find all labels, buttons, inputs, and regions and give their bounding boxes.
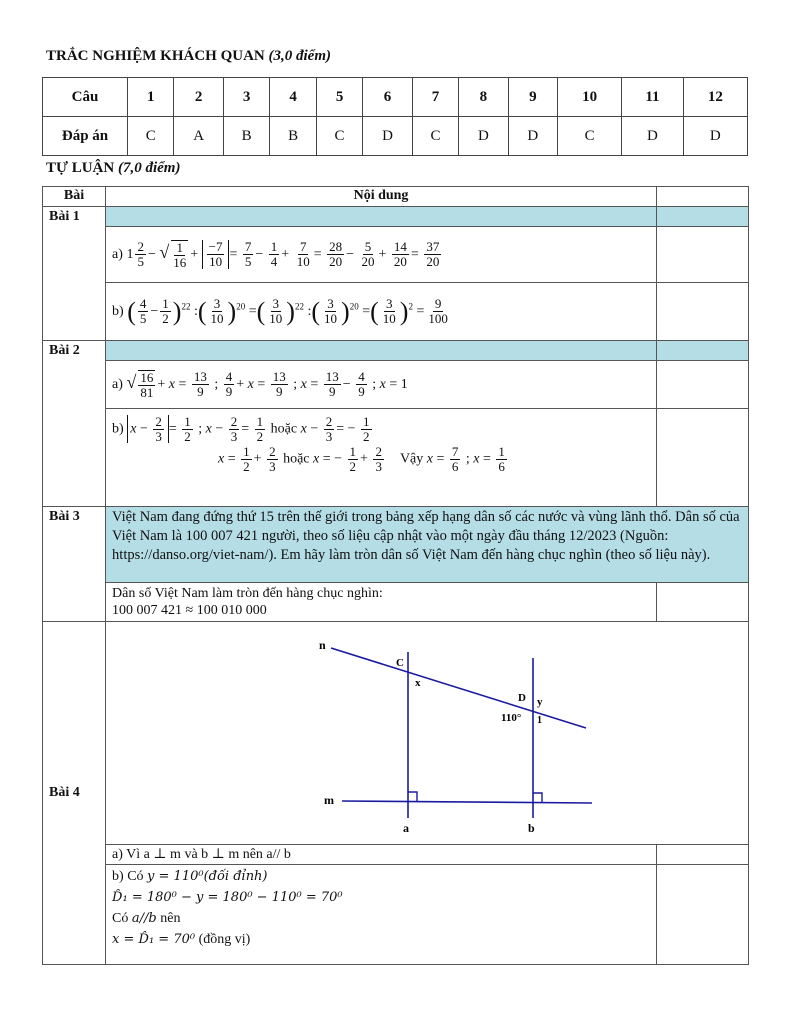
- q-5: 5: [316, 78, 362, 117]
- a-1: C: [128, 117, 174, 156]
- q-6: 6: [363, 78, 412, 117]
- essay-table: [42, 186, 749, 965]
- bai1-b-row: [43, 283, 749, 341]
- bai2-a-content: a) √ $\frac{16}{81}$ + x = $\frac{13}{9}$ ; $\frac{4}{9}$ + x = $\frac{13}{9}$ ; x = $\frac{13}{9}$ − $\frac{4}{9}$ ; x = 1: [106, 361, 657, 409]
- bai1-a-row: [43, 227, 749, 283]
- label-x: x: [415, 677, 421, 689]
- bai4-b-line2: D̂₁ = 180⁰ − y = 180⁰ − 110⁰ = 70⁰: [112, 890, 343, 905]
- line-m: [342, 801, 592, 803]
- bai2-b-label: b): [112, 421, 124, 437]
- a-4: B: [270, 117, 316, 156]
- label-C: C: [396, 657, 404, 669]
- q-3: 3: [223, 78, 269, 117]
- bai4-b-line3-pre: Có: [112, 911, 132, 926]
- bai1-b-content: b) ( $\frac{4}{5}$ − $\frac{1}{2}$ )$^{22}$ :( $\frac{3}{10}$ )$^{20}$ =( $\frac{3}{10}$ )$^{22}$ :( $\frac{3}{10}$ )$^{20}$ =( $\frac{3}{10}$ )$^2$ = $\frac{9}{100}$: [106, 283, 657, 341]
- bai4-label: Bài 4: [43, 622, 106, 965]
- label-angle: 110°: [501, 712, 522, 724]
- label-a: a: [403, 821, 410, 835]
- essay-header-row: [43, 187, 749, 207]
- bai2-b-content: b) x − $\frac{2}{3}$ = $\frac{1}{2}$ ; x − $\frac{2}{3}$ = $\frac{1}{2}$ hoặc x − $\frac{2}{3}$ = − $\frac{1}{2}$ x = $\frac{1}{2}$ + $\frac{2}{3}$ hoặc x = − $\frac{1}{2}$ + $\frac{2}{3}$ Vậy x = $\frac{7}{6}$ ; x = $\frac{1}{6}$: [106, 409, 657, 507]
- answer-table-answer-row: [43, 117, 748, 156]
- q-2: 2: [174, 78, 223, 117]
- bai1-label: Bài 1: [43, 207, 106, 341]
- geometry-figure: [106, 622, 746, 844]
- a-5: C: [316, 117, 362, 156]
- bai2-hoac-2: hoặc: [283, 451, 310, 467]
- bai3-question: Việt Nam đang đứng thứ 15 trên thế giới trong bảng xếp hạng dân số các nước và vùng lãnh thổ. Dân số của Việt Nam là 100 007 421 người, theo số liệu cập nhật vào một ngày đầu tháng 12/2023 (Nguồn: https://danso.org/viet-nam/). Em hãy làm tròn dân số Việt Nam đến hàng chục nghìn (theo số liệu này).: [106, 507, 749, 583]
- bai3-question-row: [43, 507, 749, 583]
- mc-heading: [46, 48, 331, 65]
- q-7: 7: [412, 78, 458, 117]
- bai4-a-content: a) Vì a ⊥ m và b ⊥ m nên a// b: [106, 845, 657, 865]
- a-8: D: [459, 117, 508, 156]
- a-10: C: [558, 117, 622, 156]
- answer-table-header-row: [43, 78, 748, 117]
- bai2-hoac-1: hoặc: [270, 421, 298, 437]
- bai1-a-content: a) 1 $\frac{2}{5}$ − √ $\frac{1}{16}$ + $\frac{-7}{10}$ = $\frac{7}{5}$ − $\frac{1}{4}$ + $\frac{7}{10}$ = $\frac{28}{20}$ − $\frac{5}{20}$ + $\frac{14}{20}$ = $\frac{37}{20}$: [106, 227, 657, 283]
- q-1: 1: [128, 78, 174, 117]
- bai3-label: Bài 3: [43, 507, 106, 622]
- bai4-b-line4-math: x = D̂₁ = 70⁰: [112, 932, 196, 947]
- bai4-b-line3-math: a//b: [131, 911, 157, 926]
- bai1-title-row: [43, 207, 749, 227]
- a-6: D: [363, 117, 412, 156]
- bai2-a-row: [43, 361, 749, 409]
- answer-header: Đáp án: [43, 117, 128, 156]
- line-n: [331, 648, 586, 728]
- label-y: y: [537, 696, 543, 708]
- label-b: b: [528, 821, 535, 835]
- label-one: 1: [537, 715, 543, 726]
- bai2-b-row: [43, 409, 749, 507]
- bai3-answer-line1: Dân số Việt Nam làm tròn đến hàng chục nghìn:: [112, 586, 383, 601]
- bai2-a-label: a): [112, 376, 123, 392]
- bai1-a-label: a): [112, 246, 123, 262]
- label-D: D: [518, 692, 526, 704]
- mc-title: TRẮC NGHIỆM KHÁCH QUAN: [46, 48, 265, 64]
- mc-score: (3,0 điểm): [268, 48, 331, 64]
- q-12: 12: [683, 78, 747, 117]
- essay-score: (7,0 điểm): [117, 160, 181, 176]
- bai3-answer-line2: 100 007 421 ≈ 100 010 000: [112, 603, 267, 618]
- a-9: D: [508, 117, 557, 156]
- q-8: 8: [459, 78, 508, 117]
- a-2: A: [174, 117, 223, 156]
- a-12: D: [683, 117, 747, 156]
- bai4-b-line1-math: y = 110⁰(đối đỉnh): [147, 869, 268, 884]
- right-angle-a: [408, 792, 417, 802]
- col-content: Nội dung: [106, 187, 657, 207]
- essay-heading: [46, 160, 180, 177]
- bai2-vay: Vậy: [399, 451, 424, 467]
- label-m: m: [324, 793, 335, 807]
- q-9: 9: [508, 78, 557, 117]
- bai2-label: Bài 2: [43, 341, 106, 507]
- essay-title: TỰ LUẬN: [46, 160, 115, 176]
- bai2-title-row: [43, 341, 749, 361]
- question-header: Câu: [43, 78, 128, 117]
- answer-table: [42, 77, 748, 156]
- bai1-b-label: b): [112, 303, 124, 319]
- q-10: 10: [558, 78, 622, 117]
- a-7: C: [412, 117, 458, 156]
- bai4-figure-cell: [106, 622, 749, 845]
- bai4-b-row: [43, 865, 749, 965]
- bai3-answer: [106, 583, 657, 622]
- bai4-b-line4-post: (đồng vị): [195, 932, 251, 947]
- col-bai: Bài: [43, 187, 106, 207]
- q-11: 11: [622, 78, 683, 117]
- a-11: D: [622, 117, 683, 156]
- bai4-b-content: [106, 865, 657, 965]
- bai3-answer-row: [43, 583, 749, 622]
- bai4-b-line1-pre: b) Có: [112, 869, 148, 884]
- right-angle-b: [533, 793, 542, 803]
- bai4-a-row: [43, 845, 749, 865]
- label-n: n: [319, 638, 326, 652]
- a-3: B: [223, 117, 269, 156]
- q-4: 4: [270, 78, 316, 117]
- bai4-b-line3-post: nên: [156, 911, 181, 926]
- bai4-figure-row: [43, 622, 749, 845]
